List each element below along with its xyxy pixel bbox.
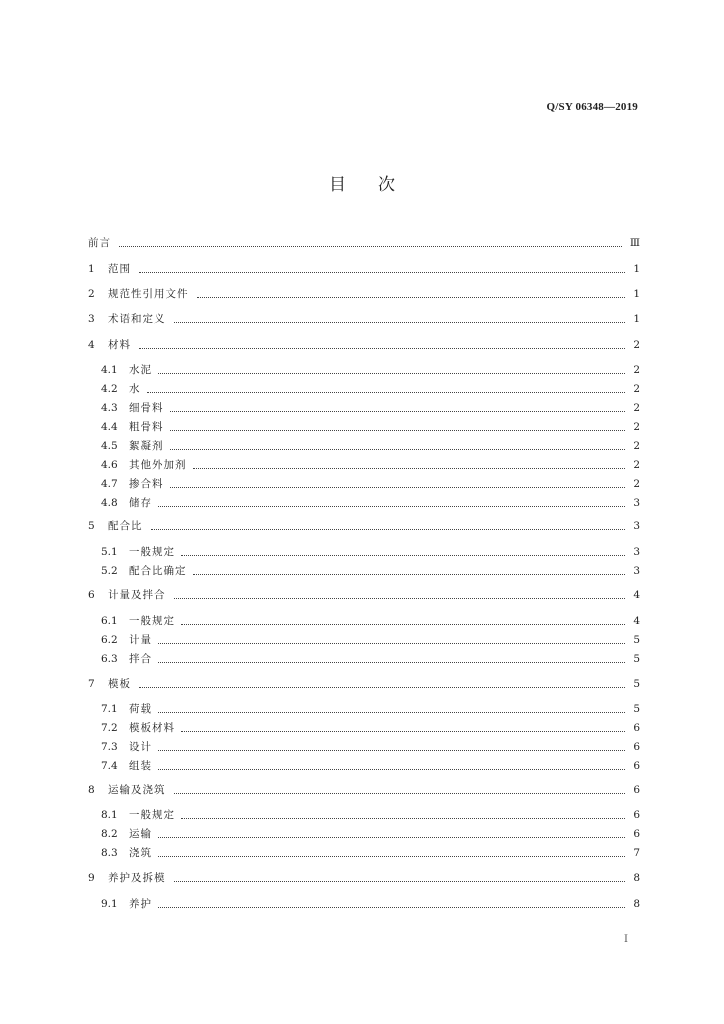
toc-entry[interactable] — [101, 740, 640, 754]
toc-entry-label: 设计 — [129, 741, 152, 753]
toc-entry-page: 2 — [633, 459, 640, 471]
toc-entry-number: 9 — [88, 872, 95, 884]
dot-leader — [170, 411, 626, 412]
dot-leader — [174, 793, 626, 794]
toc-entry[interactable] — [101, 420, 640, 434]
toc-title: 目次 — [329, 175, 427, 195]
dot-leader — [158, 856, 625, 857]
toc-entry[interactable] — [101, 564, 640, 578]
dot-leader — [158, 750, 625, 751]
toc-entry-number: 1 — [88, 263, 95, 275]
toc-entry[interactable] — [88, 871, 640, 885]
toc-entry-page: 3 — [633, 497, 640, 509]
toc-entry-number: 4.5 — [101, 440, 118, 452]
toc-entry-label: 一般规定 — [129, 615, 175, 627]
toc-entry[interactable] — [101, 363, 640, 377]
toc-entry-number: 7.2 — [101, 722, 118, 734]
toc-entry[interactable] — [88, 338, 640, 352]
toc-entry-page: 2 — [633, 339, 640, 351]
toc-entry-label: 荷载 — [129, 703, 152, 715]
toc-entry[interactable] — [101, 614, 640, 628]
dot-leader — [158, 837, 625, 838]
toc-entry-number: 6.3 — [101, 653, 118, 665]
toc-entry-number: 7.1 — [101, 703, 118, 715]
dot-leader — [193, 468, 626, 469]
toc-entry-page: 7 — [633, 847, 640, 859]
dot-leader — [170, 430, 626, 431]
toc-entry-number: 7 — [88, 678, 95, 690]
toc-entry-page: 4 — [633, 615, 640, 627]
toc-entry-label: 配合比确定 — [129, 565, 187, 577]
toc-entry-number: 5.2 — [101, 565, 118, 577]
toc-entry-number: 8.3 — [101, 847, 118, 859]
toc-entry-page: 2 — [633, 402, 640, 414]
toc-entry-label: 材料 — [108, 339, 131, 351]
toc-entry-number: 5 — [88, 520, 95, 532]
toc-entry[interactable] — [101, 458, 640, 472]
dot-leader — [174, 881, 626, 882]
toc-entry[interactable] — [101, 897, 640, 911]
toc-entry-label: 规范性引用文件 — [108, 288, 189, 300]
dot-leader — [170, 487, 626, 488]
dot-leader — [147, 392, 626, 393]
toc-entry-number: 8 — [88, 784, 95, 796]
dot-leader — [158, 907, 625, 908]
toc-entry-number: 4.7 — [101, 478, 118, 490]
toc-entry-label: 一般规定 — [129, 546, 175, 558]
toc-entry[interactable] — [101, 827, 640, 841]
toc-entry-page: 3 — [633, 520, 640, 532]
toc-entry-page: 2 — [633, 478, 640, 490]
toc-entry[interactable] — [101, 382, 640, 396]
dot-leader — [139, 687, 625, 688]
toc-entry-label: 配合比 — [108, 520, 143, 532]
toc-entry[interactable] — [101, 702, 640, 716]
toc-entry-page: 6 — [633, 760, 640, 772]
toc-entry-page: 5 — [633, 703, 640, 715]
toc-entry-number: 5.1 — [101, 546, 118, 558]
toc-entry-label: 粗骨料 — [129, 421, 164, 433]
toc-entry-number: 4.6 — [101, 459, 118, 471]
dot-leader — [193, 574, 626, 575]
toc-entry-number: 3 — [88, 313, 95, 325]
dot-leader — [158, 662, 625, 663]
toc-entry-label: 水泥 — [129, 364, 152, 376]
dot-leader — [158, 506, 625, 507]
toc-entry[interactable] — [101, 545, 640, 559]
toc-entry-number: 4.4 — [101, 421, 118, 433]
toc-entry[interactable] — [88, 677, 640, 691]
toc-entry-number: 4.3 — [101, 402, 118, 414]
toc-entry-number: 9.1 — [101, 898, 118, 910]
toc-entry[interactable] — [88, 262, 640, 276]
toc-entry-page: 6 — [633, 722, 640, 734]
toc-entry-label: 其他外加剂 — [129, 459, 187, 471]
dot-leader — [181, 555, 625, 556]
dot-leader — [174, 322, 626, 323]
standard-code: Q/SY 06348—2019 — [546, 101, 638, 113]
dot-leader — [181, 731, 625, 732]
toc-entry-page: 2 — [633, 421, 640, 433]
toc-entry-page: 2 — [633, 440, 640, 452]
toc-entry[interactable] — [101, 633, 640, 647]
dot-leader — [151, 529, 626, 530]
dot-leader — [181, 624, 625, 625]
toc-entry-number: 7.4 — [101, 760, 118, 772]
dot-leader — [139, 272, 625, 273]
toc-entry-page: 6 — [633, 828, 640, 840]
toc-entry-page: 6 — [633, 809, 640, 821]
footer-page-number: I — [624, 934, 628, 945]
toc-entry-number: 6.1 — [101, 615, 118, 627]
toc-entry-label: 掺合料 — [129, 478, 164, 490]
toc-entry-page: 3 — [633, 546, 640, 558]
toc-entry-label: 模板材料 — [129, 722, 175, 734]
toc-entry-label: 储存 — [129, 497, 152, 509]
toc-entry[interactable] — [101, 846, 640, 860]
toc-entry-number: 4.8 — [101, 497, 118, 509]
toc-entry-page: 4 — [633, 589, 640, 601]
dot-leader — [158, 712, 625, 713]
toc-entry-label: 运输 — [129, 828, 152, 840]
toc-entry-label: 术语和定义 — [108, 313, 166, 325]
toc-entry-page: 6 — [633, 741, 640, 753]
toc-entry[interactable] — [88, 588, 640, 602]
dot-leader — [170, 449, 626, 450]
toc-entry-label: 水 — [129, 383, 141, 395]
toc-entry-number: 8.1 — [101, 809, 118, 821]
toc-entry-page: 8 — [633, 872, 640, 884]
toc-entry-label: 范围 — [108, 263, 131, 275]
toc-entry[interactable] — [101, 439, 640, 453]
toc-entry-label: 一般规定 — [129, 809, 175, 821]
toc-entry-page: 1 — [633, 263, 640, 275]
dot-leader — [158, 373, 625, 374]
toc-entry-label: 模板 — [108, 678, 131, 690]
toc-entry-label: 养护 — [129, 898, 152, 910]
toc-entry-number: 2 — [88, 288, 95, 300]
toc-entry-page: 1 — [633, 288, 640, 300]
toc-entry-page: 1 — [633, 313, 640, 325]
dot-leader — [174, 598, 626, 599]
dot-leader — [158, 769, 625, 770]
toc-entry-label: 前言 — [88, 237, 111, 249]
dot-leader — [197, 297, 626, 298]
toc-entry-page: 5 — [633, 634, 640, 646]
toc-entry[interactable] — [101, 721, 640, 735]
toc-entry-number: 4.1 — [101, 364, 118, 376]
toc-entry[interactable] — [101, 477, 640, 491]
toc-entry[interactable] — [88, 519, 640, 533]
toc-entry[interactable] — [88, 312, 640, 326]
toc-entry-label: 浇筑 — [129, 847, 152, 859]
toc-entry-label: 养护及拆模 — [108, 872, 166, 884]
toc-entry-label: 絮凝剂 — [129, 440, 164, 452]
dot-leader — [158, 643, 625, 644]
toc-entry[interactable] — [101, 496, 640, 510]
toc-entry-number: 7.3 — [101, 741, 118, 753]
toc-entry-page: 5 — [633, 678, 640, 690]
toc-entry[interactable] — [88, 287, 640, 301]
dot-leader — [119, 246, 622, 247]
toc-entry-page: 6 — [633, 784, 640, 796]
toc-entry-number: 4 — [88, 339, 95, 351]
toc-entry-label: 组装 — [129, 760, 152, 772]
toc-entry-label: 计量 — [129, 634, 152, 646]
toc-entry-label: 细骨料 — [129, 402, 164, 414]
toc-entry[interactable] — [101, 759, 640, 773]
toc-entry[interactable] — [88, 236, 640, 250]
toc-entry-page: 3 — [633, 565, 640, 577]
toc-entry-page: 8 — [633, 898, 640, 910]
toc-entry-number: 4.2 — [101, 383, 118, 395]
toc-entry-page: 5 — [633, 653, 640, 665]
toc-entry-label: 计量及拌合 — [108, 589, 166, 601]
toc-entry-page: 2 — [633, 383, 640, 395]
toc-entry[interactable] — [88, 783, 640, 797]
toc-entry[interactable] — [101, 652, 640, 666]
toc-entry-label: 运输及浇筑 — [108, 784, 166, 796]
toc-entry-number: 6 — [88, 589, 95, 601]
toc-entry-number: 8.2 — [101, 828, 118, 840]
dot-leader — [139, 348, 625, 349]
toc-entry-page: Ⅲ — [629, 237, 640, 249]
toc-entry-page: 2 — [633, 364, 640, 376]
toc-entry[interactable] — [101, 401, 640, 415]
toc-entry[interactable] — [101, 808, 640, 822]
toc-entry-label: 拌合 — [129, 653, 152, 665]
toc-entry-number: 6.2 — [101, 634, 118, 646]
dot-leader — [181, 818, 625, 819]
